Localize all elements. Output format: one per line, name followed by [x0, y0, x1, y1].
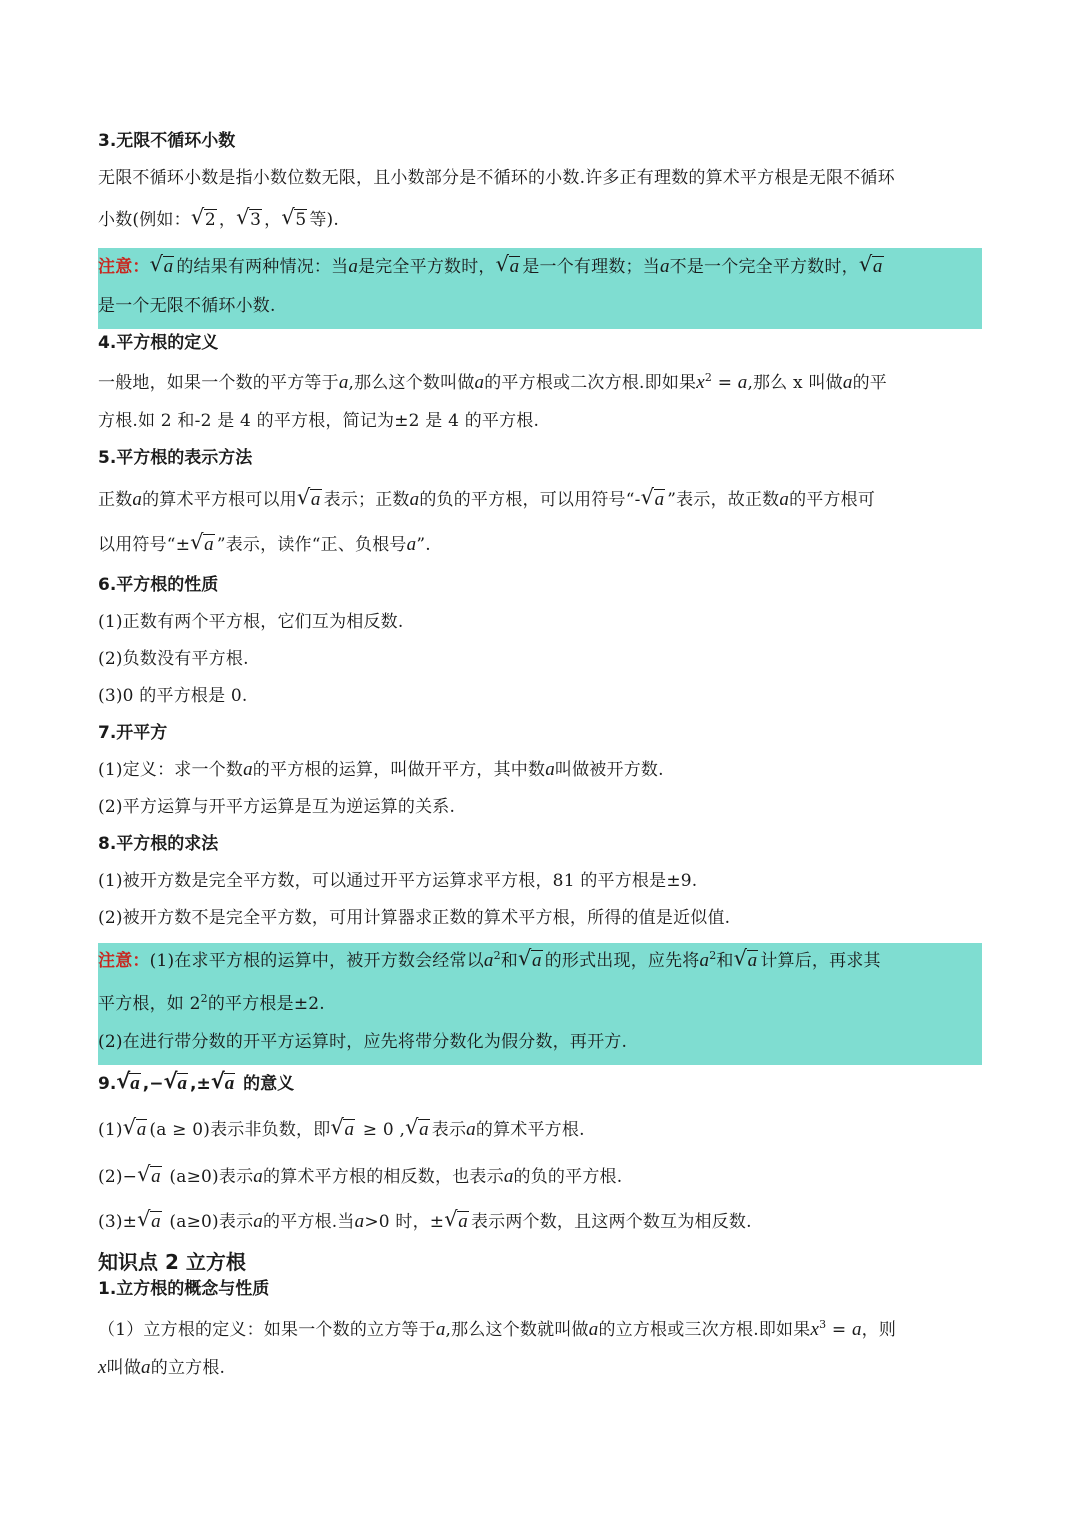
- sqrt-a: √ a: [190, 534, 215, 556]
- heading-section-5: 5.平方根的表示方法: [98, 448, 253, 468]
- sqrt-a: √ a: [211, 1073, 236, 1095]
- heading-section-6: 6.平方根的性质: [98, 575, 219, 595]
- list-item: (2)被开方数不是完全平方数，可用计算器求正数的算术平方根，所得的值是近似值.: [98, 908, 731, 928]
- note-box-2: [98, 943, 982, 1065]
- paragraph-section-3-line2: 小数(例如：√ 2 ，√ 3 ，√ 5 等).: [98, 209, 339, 231]
- sqrt-a: √ a: [137, 1211, 162, 1233]
- paragraph-section-3-line1: 无限不循环小数是指小数位数无限，且小数部分是不循环的小数.许多正有理数的算术平方根是无限不循环: [98, 168, 895, 188]
- sqrt-2: √ 2: [191, 209, 217, 231]
- sqrt-a: √ a: [641, 489, 666, 511]
- paragraph-cube-root-line2: x叫做a的立方根.: [98, 1357, 226, 1378]
- sqrt-a: √ a: [164, 1073, 189, 1095]
- sqrt-a: √ a: [137, 1166, 162, 1188]
- heading-section-3: 3.无限不循环小数: [98, 131, 236, 151]
- note-1-line2: 是一个无限不循环小数.: [98, 296, 276, 316]
- list-item: (1)定义：求一个数a的平方根的运算，叫做开平方，其中数a叫做被开方数.: [98, 759, 664, 780]
- list-item: (3)±√ a (a≥0)表示a的平方根.当a>0 时，±√ a 表示两个数，且这两个数互为相反数.: [98, 1211, 752, 1233]
- heading-section-8: 8.平方根的求法: [98, 834, 219, 854]
- heading-cube-root-concept: 1.立方根的概念与性质: [98, 1279, 270, 1299]
- note-2-line1: 注意：(1)在求平方根的运算中，被开方数会经常以$a^2$和√ a 的形式出现，应先将$a^2$和√ a 计算后，再求其: [98, 950, 881, 972]
- note-1-line1: 注意：√ a 的结果有两种情况：当a是完全平方数时，√ a 是一个有理数；当a不是一个完全平方数时，√ a: [98, 256, 886, 278]
- paragraph-section-4-line2: 方根.如 2 和-2 是 4 的平方根，简记为±2 是 4 的平方根.: [98, 411, 540, 431]
- sqrt-a: √ a: [116, 1073, 141, 1095]
- sqrt-a: √ a: [444, 1211, 469, 1233]
- list-item: (2)−√ a (a≥0)表示a的算术平方根的相反数，也表示a的负的平方根.: [98, 1166, 622, 1188]
- sqrt-a: √ a: [330, 1119, 355, 1141]
- heading-section-7: 7.开平方: [98, 723, 168, 743]
- note-box-1: [98, 248, 982, 329]
- sqrt-a: √ a: [518, 950, 543, 972]
- sqrt-5: √ 5: [281, 209, 307, 231]
- paragraph-cube-root-line1: （1）立方根的定义：如果一个数的立方等于a,那么这个数就叫做a的立方根或三次方根.即如果$x^3 = a$，则: [98, 1318, 897, 1340]
- list-item: (3)0 的平方根是 0.: [98, 686, 248, 706]
- sqrt-3: √ 3: [236, 209, 262, 231]
- heading-section-9: 9.√ a ,−√ a ,±√ a 的意义: [98, 1073, 294, 1095]
- list-item: (1)被开方数是完全平方数，可以通过开平方运算求平方根，81 的平方根是±9.: [98, 871, 698, 891]
- sqrt-a: √ a: [297, 489, 322, 511]
- list-item: (1)正数有两个平方根，它们互为相反数.: [98, 612, 404, 632]
- heading-section-4: 4.平方根的定义: [98, 333, 219, 353]
- list-item: (2)平方运算与开平方运算是互为逆运算的关系.: [98, 797, 456, 817]
- note-2-line2: 平方根，如 $2^2$的平方根是±2.: [98, 992, 325, 1014]
- sqrt-a: √ a: [405, 1119, 430, 1141]
- list-item: (1)√ a (a ≥ 0)表示非负数，即√ a ≥ 0 ,√ a 表示a的算术平方根.: [98, 1119, 585, 1141]
- sqrt-a: √ a: [496, 256, 521, 278]
- heading-knowledge-point-2: 知识点 2 立方根: [98, 1250, 246, 1274]
- sqrt-a: √ a: [859, 256, 884, 278]
- paragraph-section-4-line1: 一般地，如果一个数的平方等于a,那么这个数叫做a的平方根或二次方根.即如果$x^2 = a$,那么 x 叫做a的平: [98, 371, 887, 393]
- paragraph-section-5-line1: 正数a的算术平方根可以用√ a 表示；正数a的负的平方根，可以用符号“-√ a ”表示，故正数a的平方根可: [98, 489, 875, 511]
- sqrt-a: √ a: [123, 1119, 148, 1141]
- note-2-line3: (2)在进行带分数的开平方运算时，应先将带分数化为假分数，再开方.: [98, 1032, 628, 1052]
- paragraph-section-5-line2: 以用符号“±√ a ”表示，读作“正、负根号a”.: [98, 534, 431, 556]
- list-item: (2)负数没有平方根.: [98, 649, 249, 669]
- sqrt-a: √ a: [150, 256, 175, 278]
- sqrt-a: √ a: [734, 950, 759, 972]
